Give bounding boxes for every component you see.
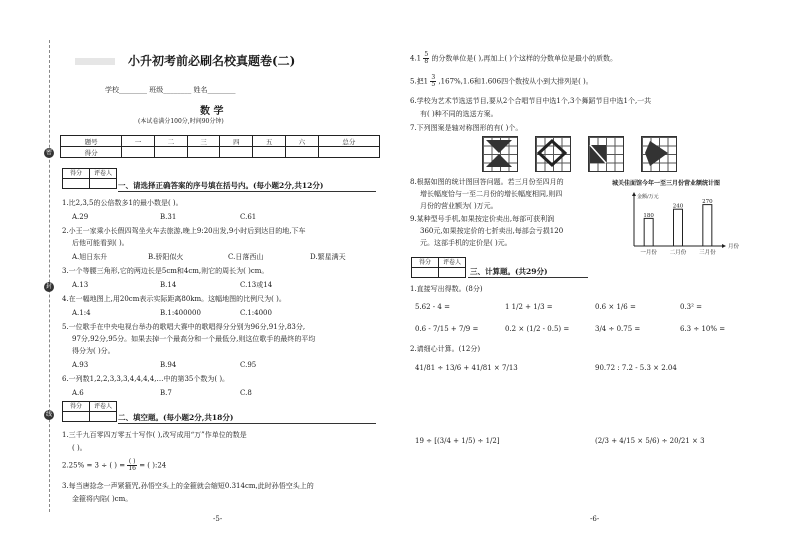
y-axis-arrow (632, 192, 636, 196)
c2-title: 2.请细心计算。(12分) (410, 345, 481, 353)
q5-text-cont: 97分,92分,95分。如果去掉一个最高分和一个最低分,则这位歌手的最终的平均 (72, 335, 316, 343)
q5-text-cont: 得分为( )分。 (72, 347, 115, 355)
c2-expression: 19 ÷ [(3/4 + 1/5) ÷ 1/2] (415, 437, 500, 445)
score-header-cell: 总分 (318, 136, 379, 147)
q6-option: B.7 (160, 389, 172, 397)
faded-header-text (75, 58, 115, 65)
f1-text: 1.三千九百零四万零五十写作( ),改写成用“万”作单位的数是 (62, 431, 247, 439)
binding-line (49, 40, 50, 512)
score-table (60, 135, 380, 158)
q2-option: A.旭日东升 (72, 253, 108, 261)
q3-text: 3.一个等腰三角形,它的两边长是5cm和4cm,则它的周长为( )cm。 (62, 267, 269, 275)
f2-post: = ( ):24 (139, 461, 167, 470)
f9-text-cont: 360元,如果按定价的七折卖出,每部会亏损120 (420, 227, 564, 235)
grader-cell[interactable] (63, 179, 89, 188)
f9-text: 9.某种型号手机,如果按定价卖出,每部可获利润 (410, 215, 555, 223)
c1-item: 0.3² = (680, 303, 703, 311)
score-cell[interactable] (154, 147, 187, 158)
section1-title: 一、请选择正确答案的序号填在括号内。(每小题2分,共12分) (118, 181, 324, 190)
c1-title: 1.直接写出得数。(8分) (410, 285, 483, 293)
c1-item: 5.62 - 4 = (415, 303, 450, 311)
grader-box-3 (411, 257, 466, 278)
category-label: 三月份 (699, 250, 716, 256)
f3-text: 3.每当唐捻念一声紧箍咒,孙悟空头上的金箍就会缩短0.314cm,此时孙悟空头上的 (62, 482, 314, 490)
f4-post: 的分数单位是( ),再加上( )个这样的分数单位是最小的质数。 (431, 54, 618, 63)
f2-pre: 2.25% = 3 ÷ ( ) = (62, 461, 126, 470)
bar-chart (612, 188, 742, 260)
section2-underline (118, 423, 376, 424)
f5-numerator: 3 (431, 74, 436, 81)
q1-option: C.61 (240, 213, 257, 221)
score-header-cell: 四 (220, 136, 253, 147)
binding-mark-mi: 密 (45, 149, 52, 156)
q4-option: C.1:4000 (240, 309, 272, 317)
c1-item: 0.6 - 7/15 + 7/9 = (415, 325, 479, 333)
score-cell[interactable] (122, 147, 155, 158)
q2-option: D.繁星满天 (310, 253, 346, 261)
x-axis-arrow (722, 244, 726, 248)
score-cell[interactable] (253, 147, 286, 158)
f3-text-cont: 金箍将内陷( )cm。 (72, 495, 133, 503)
bar-value-label: 180 (643, 212, 654, 219)
q1-option: B.31 (160, 213, 177, 221)
section3-title: 三、计算题。(共29分) (470, 267, 548, 276)
f5-fraction (430, 75, 436, 88)
category-label: 二月份 (669, 250, 687, 256)
c2-expression: 41/81 ÷ 13/6 + 41/81 × 7/13 (415, 364, 518, 372)
chart-title: 城关佳面馆今年一至三月份营业额统计图 (612, 180, 721, 187)
grader-cell[interactable] (89, 412, 116, 421)
q4-option: A.1:4 (72, 309, 91, 317)
grader-cell[interactable] (412, 268, 438, 277)
q3-option: B.14 (160, 281, 177, 289)
q1-option: A.29 (72, 213, 89, 221)
f5-pre: 5.把1 (410, 77, 429, 86)
grader-cell[interactable] (438, 268, 465, 277)
f4-fraction (423, 52, 429, 65)
pattern-shape (539, 141, 565, 165)
bar (644, 218, 653, 246)
q2-option: C.日落西山 (228, 253, 264, 261)
bar-value-label: 240 (672, 203, 684, 210)
category-label: 一月份 (640, 250, 657, 256)
f6-text: 6.学校为艺术节选送节目,要从2个合唱节目中选1个,3个舞蹈节目中选1个,一共 (410, 97, 652, 105)
exam-title: 小升初考前必刷名校真题卷(二) (128, 54, 296, 68)
subject-title: 数 学 (200, 106, 224, 117)
page-number-right: -6- (590, 515, 600, 523)
q2-text-cont: 后他可能看到( )。 (72, 239, 129, 247)
score-row-label: 得分 (61, 147, 122, 158)
f1-text-cont: ( )。 (72, 444, 87, 452)
pattern-shape (486, 154, 512, 167)
score-header-cell: 三 (187, 136, 220, 147)
q2-text: 2.小王一家乘小长假四驾坐火车去旅游,晚上9:20出发,9小时后到达目的地,下车 (62, 227, 306, 235)
f8-text: 8.根据如图的统计图回答问题。若三月份至四月的 (410, 178, 564, 186)
binding-mark-xian: 线 (45, 411, 52, 418)
c1-item: 0.2 × (1/2 - 0.5) = (505, 325, 570, 333)
grader-cell[interactable] (89, 179, 116, 188)
c2-expression: 90.72 : 7.2 - 5.3 × 2.04 (595, 364, 677, 372)
q6-text: 6.一列数1,2,2,3,3,3,4,4,4,4,…中的第35个数为( )。 (62, 375, 230, 383)
q6-option: C.8 (240, 389, 252, 397)
f4-line (410, 52, 617, 65)
f4-denominator: 8 (424, 58, 429, 65)
score-header-cell: 二 (154, 136, 187, 147)
score-header-cell: 五 (253, 136, 286, 147)
binding-mark-feng: 封 (45, 283, 52, 290)
pattern-shape (645, 141, 668, 166)
score-cell[interactable] (187, 147, 220, 158)
q4-option: B.1:400000 (160, 309, 201, 317)
grader-label-grader: 评卷人 (438, 258, 465, 267)
f2-numerator: ( ) (128, 458, 136, 465)
c1-item: 6.3 ÷ 10% = (680, 325, 726, 333)
section1-underline (118, 191, 376, 192)
grader-label-score: 得分 (69, 403, 82, 410)
grader-cell[interactable] (63, 412, 89, 421)
f6-text-cont: 有( )种不同的选送方案。 (420, 110, 498, 118)
f4-pre: 4.1 (410, 54, 422, 63)
q2-option: B.骄阳似火 (148, 253, 184, 261)
c2-expression: (2/3 + 4/15 × 5/6) ÷ 20/21 × 3 (595, 437, 705, 445)
f8-text-cont: 增长幅度恰与一至二月份的增长幅度相同,则四 (420, 190, 563, 198)
grader-label-grader: 评卷人 (89, 402, 116, 411)
score-header-cell: 六 (286, 136, 319, 147)
bar (703, 205, 712, 246)
f4-numerator: 5 (424, 51, 429, 58)
q3-option: A.13 (72, 281, 89, 289)
c1-item: 1 1/2 + 1/3 = (505, 303, 553, 311)
score-cell[interactable] (220, 147, 253, 158)
section2-title: 二、填空题。(每小题2分,共18分) (118, 413, 234, 422)
y-axis-label: 金额/万元 (637, 194, 659, 200)
c1-item: 3/4 ÷ 0.75 = (595, 325, 641, 333)
f7-text: 7.下列图案是轴对称图形的有( )个。 (410, 124, 523, 132)
page-number-left: -5- (213, 515, 223, 523)
exam-note: (本试卷满分100分,时间90分钟) (138, 118, 224, 125)
f5-denominator: 5 (431, 81, 436, 88)
q5-text: 5.一位歌手在中央电视台举办的歌唱大赛中的歌唱得分分别为96分,91分,83分, (62, 323, 306, 331)
score-header-cell: 一 (122, 136, 155, 147)
score-cell[interactable] (286, 147, 319, 158)
student-info-line: 学校________ 班级________ 姓名________ (105, 86, 236, 94)
f2-line (62, 459, 166, 472)
q3-option: C.13或14 (240, 281, 273, 289)
c1-item: 0.6 × 1/6 = (595, 303, 636, 311)
grader-box-2 (62, 401, 117, 422)
q5-option: C.95 (240, 361, 257, 369)
f5-line (410, 75, 593, 88)
grader-box-1 (62, 168, 117, 189)
x-axis-label: 月份 (728, 244, 740, 250)
bar (674, 209, 683, 246)
pattern-shape (486, 140, 512, 153)
grader-label-score: 得分 (418, 259, 431, 266)
q1-text: 1.比2,3,5的公倍数多1的最小数是( )。 (62, 199, 183, 207)
score-header-cell: 题号 (61, 136, 122, 147)
q5-option: B.94 (160, 361, 177, 369)
grader-label-score: 得分 (69, 170, 82, 177)
f5-post: ,167%,1.6和1.606四个数按从小到大排列是( )。 (438, 77, 593, 86)
f8-text-cont: 月份的营业额为( )万元。 (420, 202, 498, 210)
f2-fraction (127, 459, 137, 472)
q5-option: A.93 (72, 361, 89, 369)
f9-text-cont: 元。这部手机的定价是( )元。 (420, 239, 512, 247)
f2-denominator: 16 (128, 465, 136, 472)
score-cell[interactable] (318, 147, 379, 158)
pattern-overlays (482, 136, 678, 172)
q6-option: A.6 (72, 389, 84, 397)
bar-value-label: 270 (702, 199, 713, 206)
q4-text: 4.在一幅地图上,用20cm表示实际距离80km。这幅地图的比例尺为( )。 (62, 295, 286, 303)
grader-label-grader: 评卷人 (89, 169, 116, 178)
section3-underline (468, 277, 588, 278)
